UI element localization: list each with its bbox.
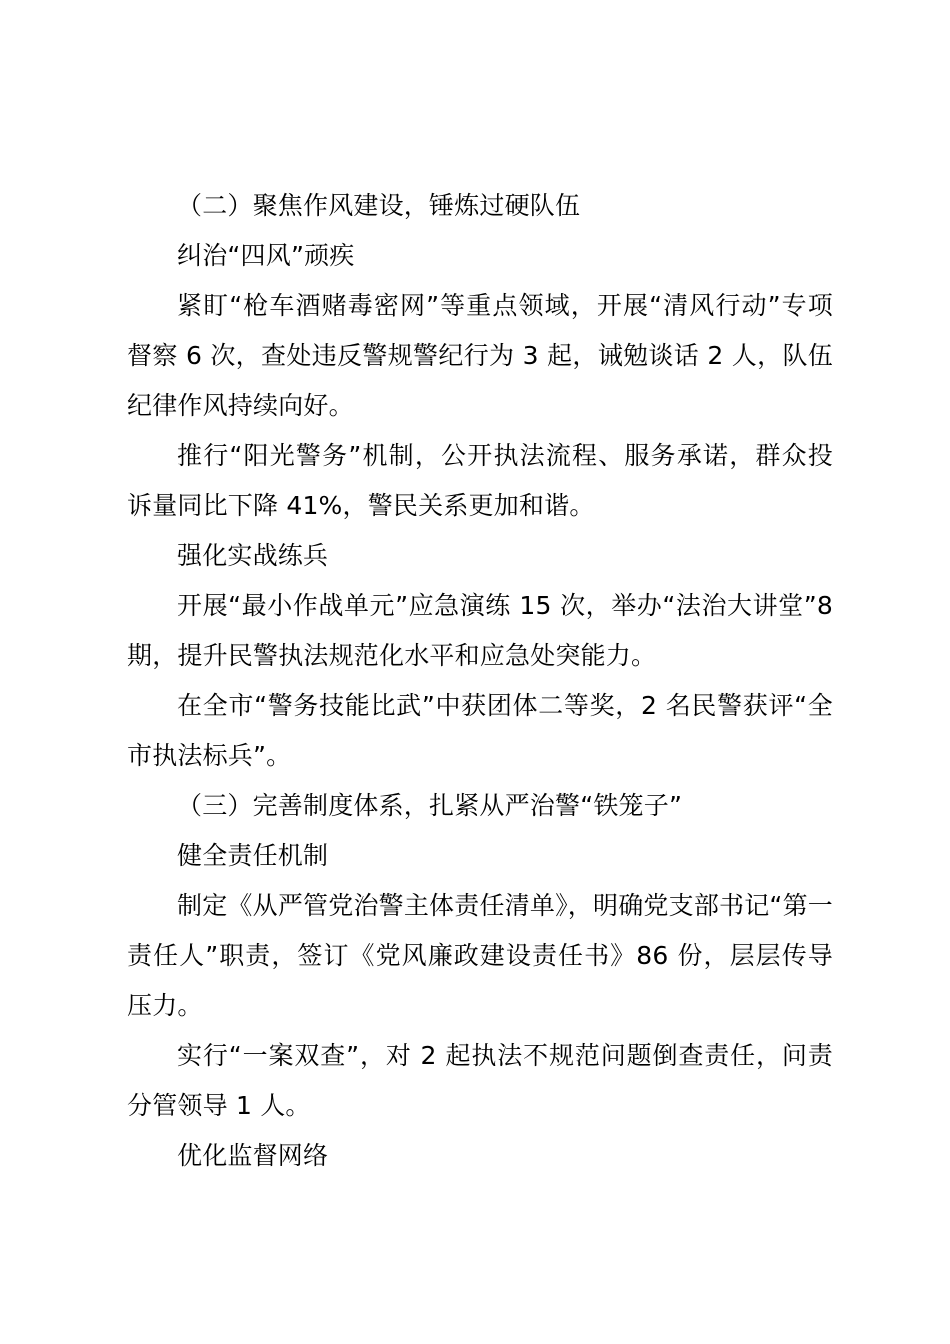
body-paragraph: 实行“一案双查”，对 2 起执法不规范问题倒查责任，问责分管领导 1 人。 bbox=[127, 1041, 833, 1120]
section-heading-2: （二）聚焦作风建设，锤炼过硬队伍 bbox=[177, 191, 581, 220]
body-paragraph: 开展“最小作战单元”应急演练 15 次，举办“法治大讲堂”8 期，提升民警执法规范化水平和应急处突能力。 bbox=[127, 591, 833, 670]
subheading-responsibility: 健全责任机制 bbox=[177, 841, 329, 870]
body-paragraph: 推行“阳光警务”机制，公开执法流程、服务承诺，群众投诉量同比下降 41%，警民关系更加和谐。 bbox=[127, 441, 833, 520]
document-page bbox=[127, 181, 833, 1181]
subheading-supervision: 优化监督网络 bbox=[177, 1141, 329, 1170]
body-paragraph: 制定《从严管党治警主体责任清单》，明确党支部书记“第一责任人”职责，签订《党风廉政建设责任书》86 份，层层传导压力。 bbox=[127, 891, 833, 1020]
subheading-four-winds: 纠治“四风”顽疾 bbox=[177, 241, 355, 270]
section-heading-3: （三）完善制度体系，扎紧从严治警“铁笼子” bbox=[177, 791, 683, 820]
body-paragraph: 紧盯“枪车酒赌毒密网”等重点领域，开展“清风行动”专项督察 6 次，查处违反警规警纪行为 3 起，诫勉谈话 2 人，队伍纪律作风持续向好。 bbox=[127, 291, 833, 420]
subheading-training: 强化实战练兵 bbox=[177, 541, 329, 570]
body-paragraph: 在全市“警务技能比武”中获团体二等奖，2 名民警获评“全市执法标兵”。 bbox=[127, 691, 833, 770]
